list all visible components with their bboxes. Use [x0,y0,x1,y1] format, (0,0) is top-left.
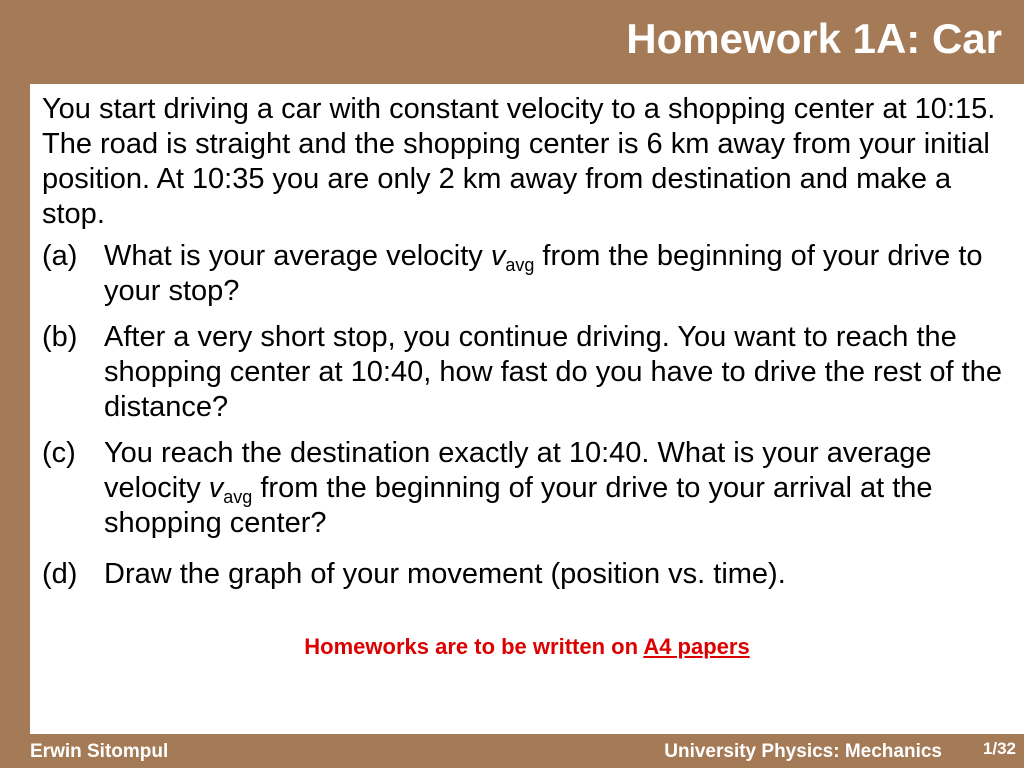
question-a [42,239,1002,309]
question-text: Draw the graph of your movement (position vs. time). [104,558,786,590]
question-label: (d) [42,558,78,590]
content-panel [30,84,1024,734]
footer-author: Erwin Sitompul [30,741,169,762]
slide-title: Homework 1A: Car [626,15,1002,62]
velocity-subscript: avg [223,487,253,507]
velocity-subscript: avg [505,255,535,275]
question-text: After a very short stop, you continue driving. You want to reach the shopping center at 10:40, how fast do you have to drive the rest of the distance? [104,321,1002,423]
question-label: (c) [42,437,76,469]
footer-course: University Physics: Mechanics [664,741,942,762]
problem-intro: You start driving a car with constant velocity to a shopping center at 10:15. The road is straight and the shopping center is 6 km away from your initial position. At 10:35 you are only 2 km away from destination and make a stop. [42,93,996,230]
homework-note [30,634,1024,660]
question-label: (a) [42,240,78,272]
question-d [42,557,1002,592]
question-label: (b) [42,321,78,353]
question-text-after: from the beginning of your drive to your arrival at the shopping center? [104,472,933,539]
footer-page-number: 1/32 [982,739,1016,758]
question-text-before: What is your average velocity [104,240,491,272]
homework-text [42,92,1002,603]
question-c [42,436,1002,541]
question-text-after: from the beginning of your drive to your stop? [104,240,983,307]
note-text: Homeworks are to be written on [304,634,644,659]
velocity-symbol: v [490,240,506,272]
velocity-symbol: v [208,472,224,504]
question-text-before: You reach the destination exactly at 10:40. What is your average velocity [104,437,932,504]
question-b [42,320,1002,425]
note-emphasis: A4 papers [643,634,750,659]
